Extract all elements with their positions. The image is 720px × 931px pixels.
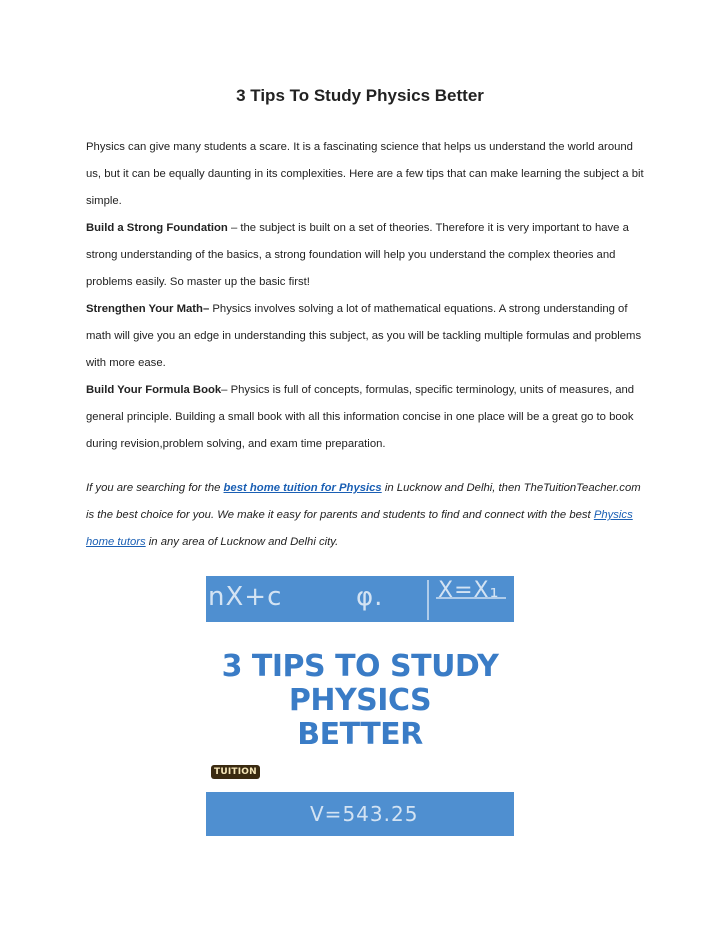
hero-title-line: BETTER [297,717,423,752]
chalk-formula: φ. [356,582,384,612]
tip-paragraph [86,296,646,377]
chalkboard-bottom [206,792,514,836]
hero-title-line: PHYSICS [288,683,432,718]
promo-text: in any area of Lucknow and Delhi city. [145,536,339,548]
page-title: 3 Tips To Study Physics Better [236,86,484,105]
tip-paragraph [86,377,646,458]
promo-text: If you are searching for the [86,482,224,494]
tip-text: Physics involves solving a lot of mathematical equations. A strong understanding of math will give you an edge in understanding this subject, as you will be tackling multiple formulas and problems with more ease. [86,303,642,369]
intro-paragraph: Physics can give many students a scare. It is a fascinating science that helps us understand the world around us, but it can be equally daunting in its complexities. Here are a few tips that can make learning the subject a bit simple. [86,141,644,207]
chalk-formula: X=X₁ [438,578,500,603]
hero-title [206,650,514,752]
tip-paragraph [86,215,646,296]
tip-text: – the subject is built on a set of theories. Therefore it is very important to have a strong understanding of the basics, a strong foundation will help you understand the complex theories and problems easily. So master up the basic first! [86,222,629,288]
promo-text: in Lucknow and Delhi, then TheTuitionTeacher.com is the best choice for you. We make it easy for parents and students to find and connect with the best [86,482,641,521]
promo-paragraph [86,475,646,556]
tip-heading: Strengthen Your Math– [86,303,210,315]
article-body [86,134,646,458]
home-tuition-link[interactable]: best home tuition for Physics [223,482,382,494]
tip-heading: Build Your Formula Book [86,384,222,396]
hero-title-line: 3 TIPS TO STUDY [221,649,499,684]
chalk-formula: V=543.25 [310,802,419,826]
chalkboard-top [206,576,514,622]
chalk-lines [206,576,514,622]
chalk-formula: nX+c [208,582,283,612]
tip-text: – Physics is full of concepts, formulas, specific terminology, units of measures, and general principle. Building a small book with all this information concise in one place will be a great go to book during revision,problem solving, and exam time preparation. [86,384,635,450]
physics-tutors-link[interactable]: Physics home tutors [86,509,633,548]
tip-heading: Build a Strong Foundation [86,222,228,234]
hero-image [206,576,514,836]
tuition-logo: TUITION [211,765,260,779]
